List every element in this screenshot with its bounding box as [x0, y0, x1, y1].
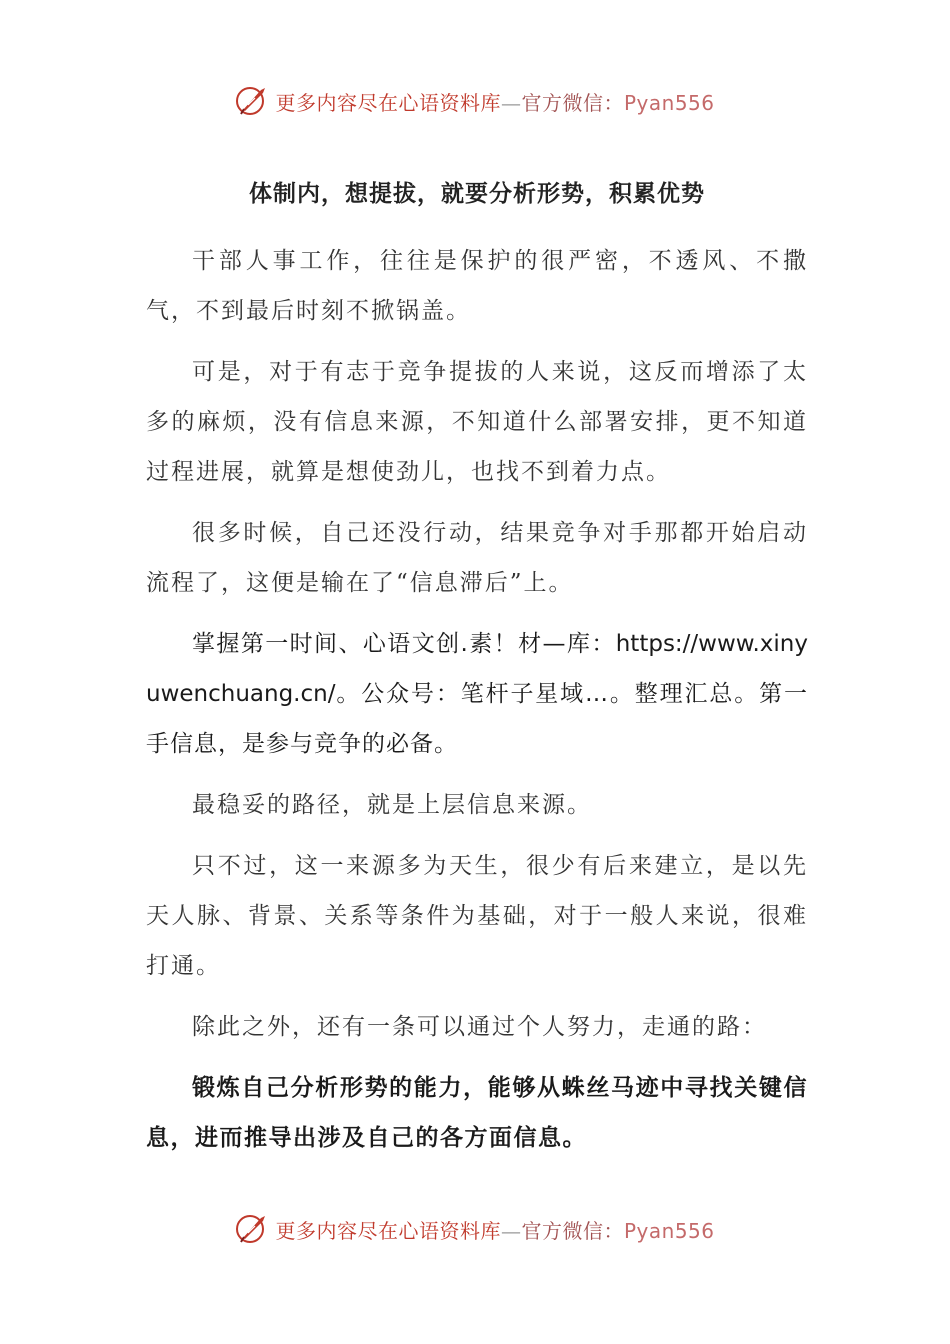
paragraph-4-prefix: 掌握第一时间、心语文创.素！材—库： [192, 631, 616, 657]
paragraph-6: 只不过，这一来源多为天生，很少有后来建立，是以先天人脉、背景、关系等条件为基础，对于一般人来说，很难打通。 [146, 853, 808, 979]
paragraph-2: 可是，对于有志于竞争提拔的人来说，这反而增添了太多的麻烦，没有信息来源，不知道什么部署安排，更不知道过程进展，就算是想使劲儿，也找不到着力点。 [146, 359, 808, 485]
header-banner [0, 84, 950, 118]
paragraph-1: 干部人事工作，往往是保护的很严密，不透风、不撒气，不到最后时刻不掀锅盖。 [146, 248, 808, 324]
header-brand: 更多内容尽在心语资料库 [275, 90, 501, 115]
quill-pen-logo-icon [235, 84, 269, 118]
header-wechat-id: Pyan556 [623, 90, 715, 115]
footer-wechat-id: Pyan556 [623, 1218, 715, 1243]
footer-wechat-label: 官方微信： [521, 1218, 624, 1243]
footer-brand: 更多内容尽在心语资料库 [275, 1218, 501, 1243]
header-separator: — [500, 90, 522, 115]
paragraph-7: 除此之外，还有一条可以通过个人努力，走通的路： [192, 1014, 767, 1040]
paragraph-8-emphasis: 锻炼自己分析形势的能力，能够从蛛丝马迹中寻找关键信息，进而推导出涉及自己的各方面信息。 [146, 1075, 808, 1151]
paragraph-5: 最稳妥的路径，就是上层信息来源。 [192, 792, 592, 818]
quill-pen-logo-icon [235, 1212, 269, 1246]
source-link[interactable]: https://www.xinyuwenchuang.cn/ [146, 631, 808, 707]
header-wechat-label: 官方微信： [521, 90, 624, 115]
paragraph-4 [146, 619, 808, 769]
footer-text [275, 1215, 714, 1244]
footer-separator: — [500, 1218, 522, 1243]
article-title: 体制内，想提拔，就要分析形势，积累优势 [249, 181, 705, 207]
article [146, 172, 808, 1174]
footer-banner [0, 1212, 950, 1246]
paragraph-3: 很多时候，自己还没行动，结果竞争对手那都开始启动流程了，这便是输在了“信息滞后”上。 [146, 520, 808, 596]
paragraph-4-suffix: 。公众号：笔杆子星域…。整理汇总。第一手信息，是参与竞争的必备。 [146, 681, 808, 757]
header-text [275, 87, 714, 116]
